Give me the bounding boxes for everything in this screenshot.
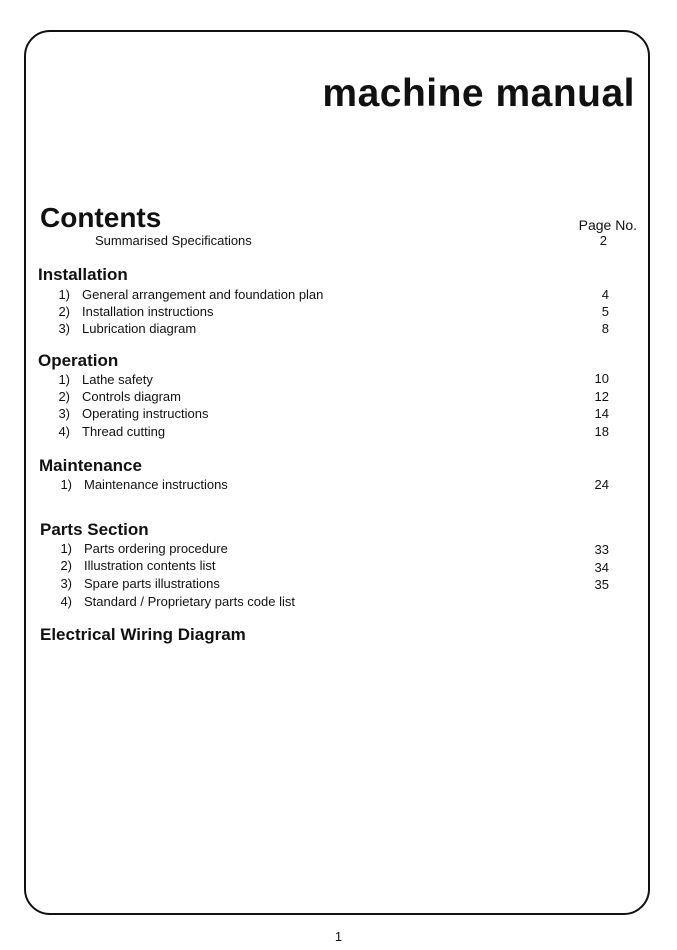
manual-title: machine manual: [322, 72, 635, 115]
toc-entry-label: Illustration contents list: [84, 558, 216, 573]
toc-entry-page: 18: [594, 424, 609, 439]
contents-heading: Contents: [40, 202, 162, 233]
toc-entry-number: 2): [58, 389, 70, 404]
section-heading-parts[interactable]: Parts Section: [40, 520, 149, 539]
toc-entry-label: Thread cutting: [82, 424, 166, 439]
toc-entry-label: Lubrication diagram: [82, 321, 197, 336]
toc-entry-label: Operating instructions: [82, 406, 209, 421]
toc-entry-page: 35: [594, 577, 609, 592]
toc-entry-page: 33: [594, 542, 609, 557]
section-heading-installation[interactable]: Installation: [38, 265, 128, 284]
footer-page-number: 1: [334, 929, 343, 944]
section-heading-electrical-wiring[interactable]: Electrical Wiring Diagram: [40, 625, 246, 644]
toc-entry-page: 5: [601, 304, 609, 319]
toc-entry-page: 4: [601, 287, 609, 302]
toc-entry-number: 1): [60, 541, 72, 556]
toc-entry-label: Installation instructions: [82, 304, 214, 319]
toc-entry-label: General arrangement and foundation plan: [82, 287, 324, 302]
toc-entry-page: 10: [594, 371, 609, 386]
toc-entry-number: 4): [60, 594, 72, 609]
toc-entry-number: 2): [60, 558, 72, 573]
toc-entry-number: 1): [60, 477, 72, 492]
toc-entry-number: 2): [58, 304, 70, 319]
page-number-column-label: Page No.: [578, 217, 637, 233]
toc-entry-label: Spare parts illustrations: [84, 576, 220, 591]
toc-entry-label: Maintenance instructions: [84, 477, 228, 492]
section-heading-maintenance[interactable]: Maintenance: [39, 456, 142, 475]
toc-entry-label: Parts ordering procedure: [84, 541, 228, 556]
toc-entry-label: Standard / Proprietary parts code list: [84, 594, 295, 609]
toc-entry-page: 34: [594, 560, 609, 575]
toc-entry-page: 14: [594, 406, 609, 421]
toc-entry-page: 24: [594, 477, 609, 492]
toc-entry-summarised-specifications[interactable]: Summarised Specifications: [95, 233, 252, 248]
toc-entry-number: 3): [58, 321, 70, 336]
toc-entry-label: Lathe safety: [82, 372, 153, 387]
toc-entry-page: 12: [594, 389, 609, 404]
toc-entry-label: Controls diagram: [82, 389, 181, 404]
toc-entry-number: 1): [58, 287, 70, 302]
toc-entry-page: 8: [601, 321, 609, 336]
toc-entry-number: 3): [58, 406, 70, 421]
section-heading-operation[interactable]: Operation: [38, 351, 119, 370]
toc-entry-number: 3): [60, 576, 72, 591]
toc-entry-number: 4): [58, 424, 70, 439]
toc-page-summarised-specifications: 2: [599, 233, 607, 248]
toc-entry-number: 1): [58, 372, 70, 387]
